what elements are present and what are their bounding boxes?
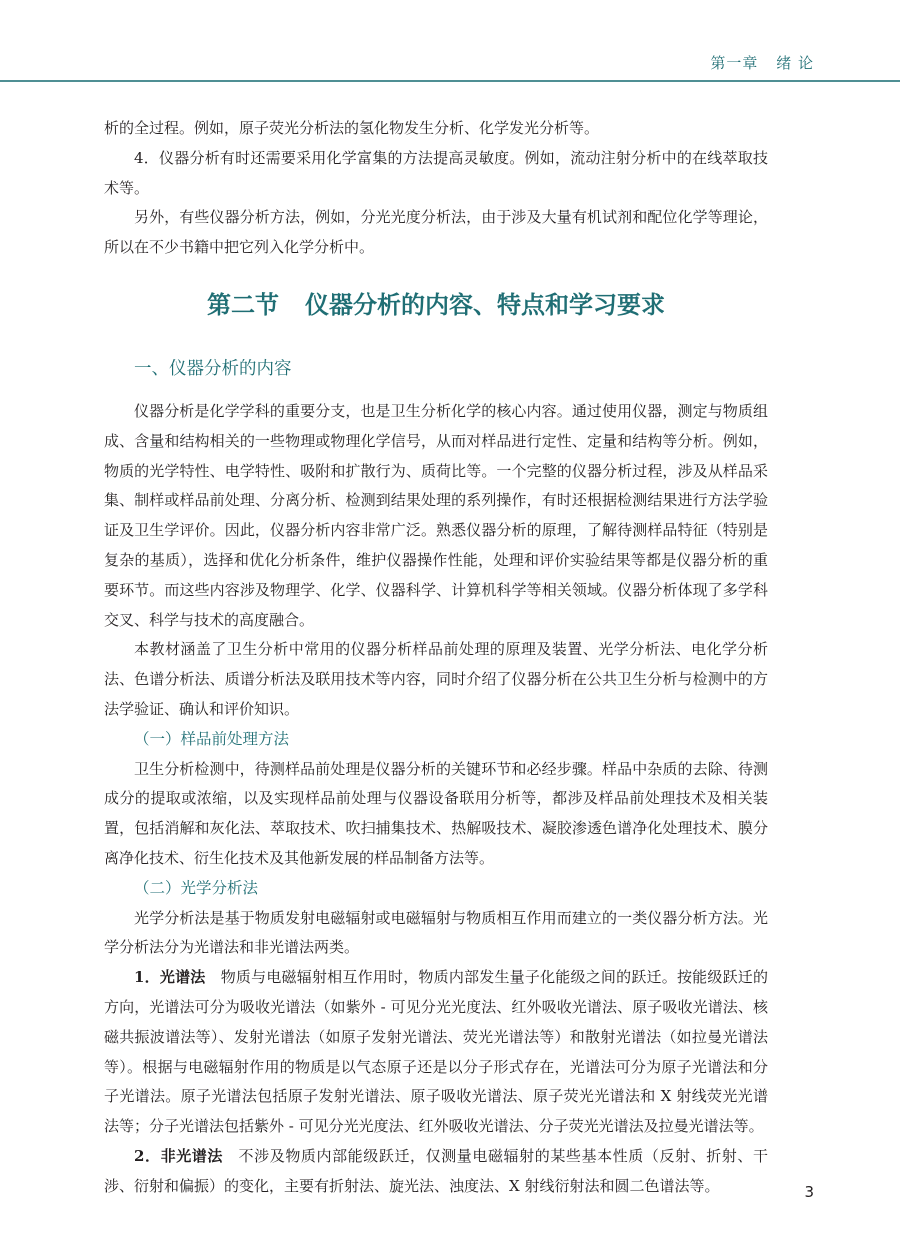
item-text-non-spectroscopy: 不涉及物质内部能级跃迁，仅测量电磁辐射的某些基本性质（反射、折射、干涉、衍射和偏振）的变化，主要有折射法、旋光法、浊度法、X 射线衍射法和圆二色谱法等。 xyxy=(104,1146,768,1195)
item-label-spectroscopy: 1．光谱法 xyxy=(134,968,206,987)
paragraph-continuation: 析的全过程。例如，原子荧光分析法的氢化物发生分析、化学发光分析等。 xyxy=(104,119,600,137)
running-head xyxy=(710,52,814,73)
section-number: 第二节 xyxy=(207,290,279,319)
running-head-chapter: 第一章 xyxy=(710,54,759,72)
page-number: 3 xyxy=(804,1183,814,1201)
header-rule xyxy=(0,80,900,82)
paragraph-non-spectroscopy xyxy=(104,1142,768,1202)
page-body xyxy=(104,114,768,1202)
paragraph-note: 另外，有些仪器分析方法，例如，分光光度分析法，由于涉及大量有机试剂和配位化学等理论，所以在不少书籍中把它列入化学分析中。 xyxy=(104,208,768,257)
subsection-heading: 一、仪器分析的内容 xyxy=(134,358,292,379)
paragraph: 卫生分析检测中，待测样品前处理是仪器分析的关键环节和必经步骤。样品中杂质的去除、待测成分的提取或浓缩，以及实现样品前处理与仪器设备联用分析等，都涉及样品前处理技术及相关装置，包括消解和灰化法、萃取技术、吹扫捕集技术、热解吸技术、凝胶渗透色谱净化处理技术、膜分离净化技术、衍生化技术及其他新发展的样品制备方法等。 xyxy=(104,759,768,867)
item-text-spectroscopy: 物质与电磁辐射相互作用时，物质内部发生量子化能级之间的跃迁。按能级跃迁的方向，光谱法可分为吸收光谱法（如紫外 - 可见分光光度法、红外吸收光谱法、原子吸收光谱法、核磁共振波谱法等）、发射光谱法（如原子发射光谱法、荧光光谱法等）和散射光谱法（如拉曼光谱法等）。根据与电磁辐射作用的物质是以气态原子还是以分子形式存在，光谱法可分为原子光谱法和分子光谱法。原子光谱法包括原子发射光谱法、原子吸收光谱法、原子荧光光谱法和 X 射线荧光光谱法等；分子光谱法包括紫外 - 可见分光光度法、红外吸收光谱法、分子荧光光谱法及拉曼光谱法等。 xyxy=(104,968,768,1136)
item-label-non-spectroscopy: 2．非光谱法 xyxy=(134,1146,223,1165)
paragraph: 本教材涵盖了卫生分析中常用的仪器分析样品前处理的原理及装置、光学分析法、电化学分析法、色谱分析法、质谱分析法及联用技术等内容，同时介绍了仪器分析在公共卫生分析与检测中的方法学验证、确认和评价知识。 xyxy=(104,640,768,718)
part-heading-sample-prep: （一）样品前处理方法 xyxy=(134,729,290,748)
section-title: 仪器分析的内容、特点和学习要求 xyxy=(305,290,665,319)
paragraph-spectroscopy xyxy=(104,963,768,1142)
paragraph: 光学分析法是基于物质发射电磁辐射或电磁辐射与物质相互作用而建立的一类仪器分析方法。光学分析法分为光谱法和非光谱法两类。 xyxy=(104,908,768,957)
paragraph-item-4: 4．仪器分析有时还需要采用化学富集的方法提高灵敏度。例如，流动注射分析中的在线萃取技术等。 xyxy=(104,148,768,197)
part-heading-optical: （二）光学分析法 xyxy=(134,878,259,897)
paragraph: 仪器分析是化学学科的重要分支，也是卫生分析化学的核心内容。通过使用仪器，测定与物质组成、含量和结构相关的一些物理或物理化学信号，从而对样品进行定性、定量和结构等分析。例如，物质的光学特性、电学特性、吸附和扩散行为、质荷比等。一个完整的仪器分析过程，涉及从样品采集、制样或样品前处理、分离分析、检测到结果处理的系列操作，有时还根据检测结果进行方法学验证及卫生学评价。因此，仪器分析内容非常广泛。熟悉仪器分析的原理，了解待测样品特征（特别是复杂的基质），选择和优化分析条件，维护仪器操作性能，处理和评价实验结果等都是仪器分析的重要环节。而这些内容涉及物理学、化学、仪器科学、计算机科学等相关领域。仪器分析体现了多学科交叉、科学与技术的高度融合。 xyxy=(104,401,768,629)
running-head-title: 绪 论 xyxy=(776,54,814,72)
section-heading xyxy=(104,286,768,324)
